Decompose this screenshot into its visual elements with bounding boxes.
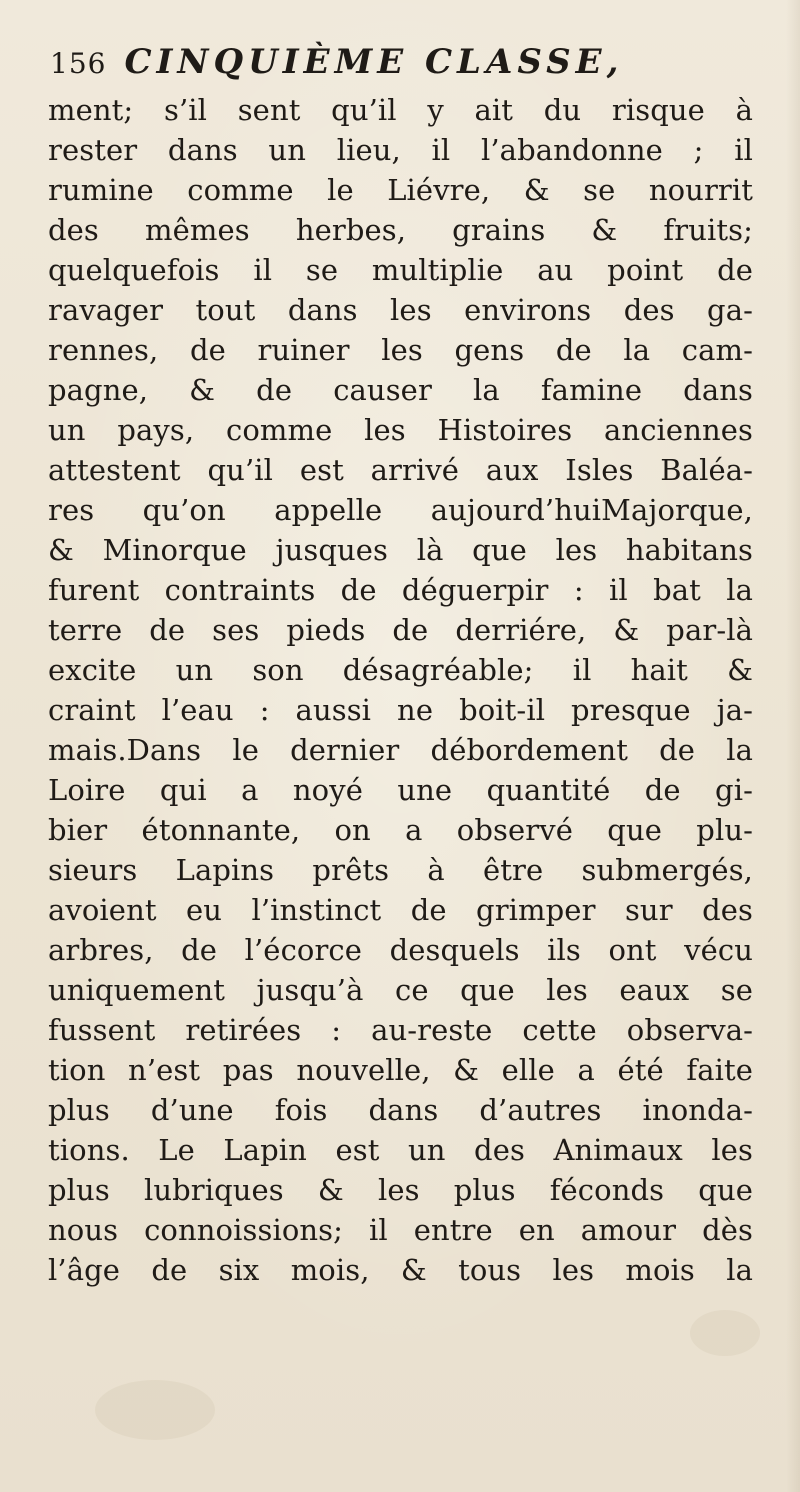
text-line: rester dans un lieu, il l’abandonne ; il [48,133,753,167]
text-line: sieurs Lapins prêts à être submergés, [48,853,753,887]
text-line: plus lubriques & les plus féconds que [48,1173,753,1207]
text-line: un pays, comme les Histoires anciennes [48,413,753,447]
text-line: quelquefois il se multiplie au point de [48,253,753,287]
text-line: res qu’on appelle aujourd’huiMajorque, [48,493,753,527]
text-line: Loire qui a noyé une quantité de gi- [48,773,753,807]
text-line: rumine comme le Liévre, & se nourrit [48,173,753,207]
text-line: bier étonnante, on a observé que plu- [48,813,753,847]
text-line: tions. Le Lapin est un des Animaux les [48,1133,753,1167]
text-line: pagne, & de causer la famine dans [48,373,753,407]
body-text [48,90,753,1290]
text-line: ment; s’il sent qu’il y ait du risque à [48,93,753,127]
paper-stain [690,1310,760,1356]
text-line: nous connoissions; il entre en amour dès [48,1213,753,1247]
text-line: l’âge de six mois, & tous les mois la [48,1253,753,1287]
text-line: plus d’une fois dans d’autres inonda- [48,1093,753,1127]
page-header [50,42,623,90]
page-edge-shadow [786,0,800,1492]
text-line: & Minorque jusques là que les habitans [48,533,753,567]
text-line: avoient eu l’instinct de grimper sur des [48,893,753,927]
text-line: uniquement jusqu’à ce que les eaux se [48,973,753,1007]
text-line: mais.Dans le dernier débordement de la [48,733,753,767]
text-line: arbres, de l’écorce desquels ils ont vécu [48,933,753,967]
text-line: rennes, de ruiner les gens de la cam- [48,333,753,367]
text-line: ravager tout dans les environs des ga- [48,293,753,327]
text-line: furent contraints de déguerpir : il bat la [48,573,753,607]
text-line: des mêmes herbes, grains & fruits; [48,213,753,247]
text-line: tion n’est pas nouvelle, & elle a été faite [48,1053,753,1087]
page-number: 156 [50,47,107,80]
text-line: attestent qu’il est arrivé aux Isles Baléa- [48,453,753,487]
running-title: CINQUIÈME CLASSE, [124,42,624,82]
text-line: fussent retirées : au-reste cette observa- [48,1013,753,1047]
text-line: terre de ses pieds de derriére, & par-là [48,613,753,647]
text-line: excite un son désagréable; il hait & [48,653,753,687]
paper-stain [95,1380,215,1440]
text-line: craint l’eau : aussi ne boit-il presque ja- [48,693,753,727]
